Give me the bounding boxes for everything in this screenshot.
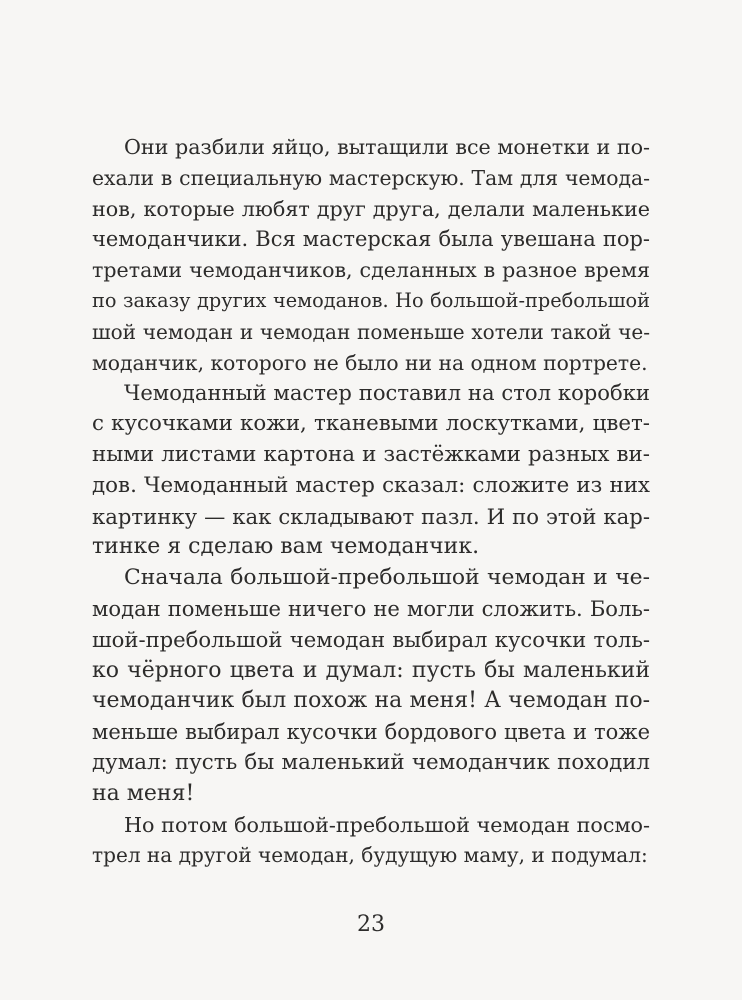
text-line: тинке я сделаю вам чемоданчик. <box>92 534 480 560</box>
text-line: с кусочками кожи, тканевыми лоскутками, цвет- <box>92 411 650 437</box>
text-line: третами чемоданчиков, сделанных в разное время <box>92 258 650 283</box>
text-line: чемоданчик был похож на меня! А чемодан по- <box>92 688 650 714</box>
page-number: 23 <box>357 912 385 937</box>
text-line: на меня! <box>92 780 195 806</box>
text-line: думал: пусть бы маленький чемоданчик походил <box>92 749 650 775</box>
text-line: чемоданчики. Вся мастерская была увешана пор- <box>92 227 650 252</box>
body-text <box>92 132 650 871</box>
text-line: Но потом большой-пребольшой чемодан посмо- <box>124 812 650 837</box>
text-line: ными листами картона и застёжками разных ви- <box>92 441 650 467</box>
text-line: нов, которые любят друг друга, делали маленькие <box>92 196 650 221</box>
text-line: Чемоданный мастер поставил на стол коробки <box>124 380 650 406</box>
text-line: ехали в специальную мастерскую. Там для чемода- <box>92 165 650 190</box>
text-line: Сначала большой-пребольшой чемодан и че- <box>124 565 650 591</box>
text-line: ко чёрного цвета и думал: пусть бы маленький <box>92 657 650 683</box>
text-line: шой чемодан и чемодан поменьше хотели такой че- <box>92 319 650 344</box>
text-line: шой-пребольшой чемодан выбирал кусочки толь- <box>92 626 650 652</box>
text-line: моданчик, которого не было ни на одном портрете. <box>92 350 648 375</box>
text-line: трел на другой чемодан, будущую маму, и подумал: <box>92 843 648 868</box>
text-line: по заказу других чемоданов. Но большой-пребольшой <box>92 288 650 312</box>
text-line: меньше выбирал кусочки бордового цвета и тоже <box>92 720 650 745</box>
text-line: Они разбили яйцо, вытащили все монетки и по- <box>124 135 650 159</box>
text-line: модан поменьше ничего не могли сложить. Боль- <box>92 595 650 621</box>
text-line: картинку — как складывают пазл. И по этой кар- <box>92 503 650 529</box>
text-line: дов. Чемоданный мастер сказал: сложите из них <box>92 472 650 498</box>
